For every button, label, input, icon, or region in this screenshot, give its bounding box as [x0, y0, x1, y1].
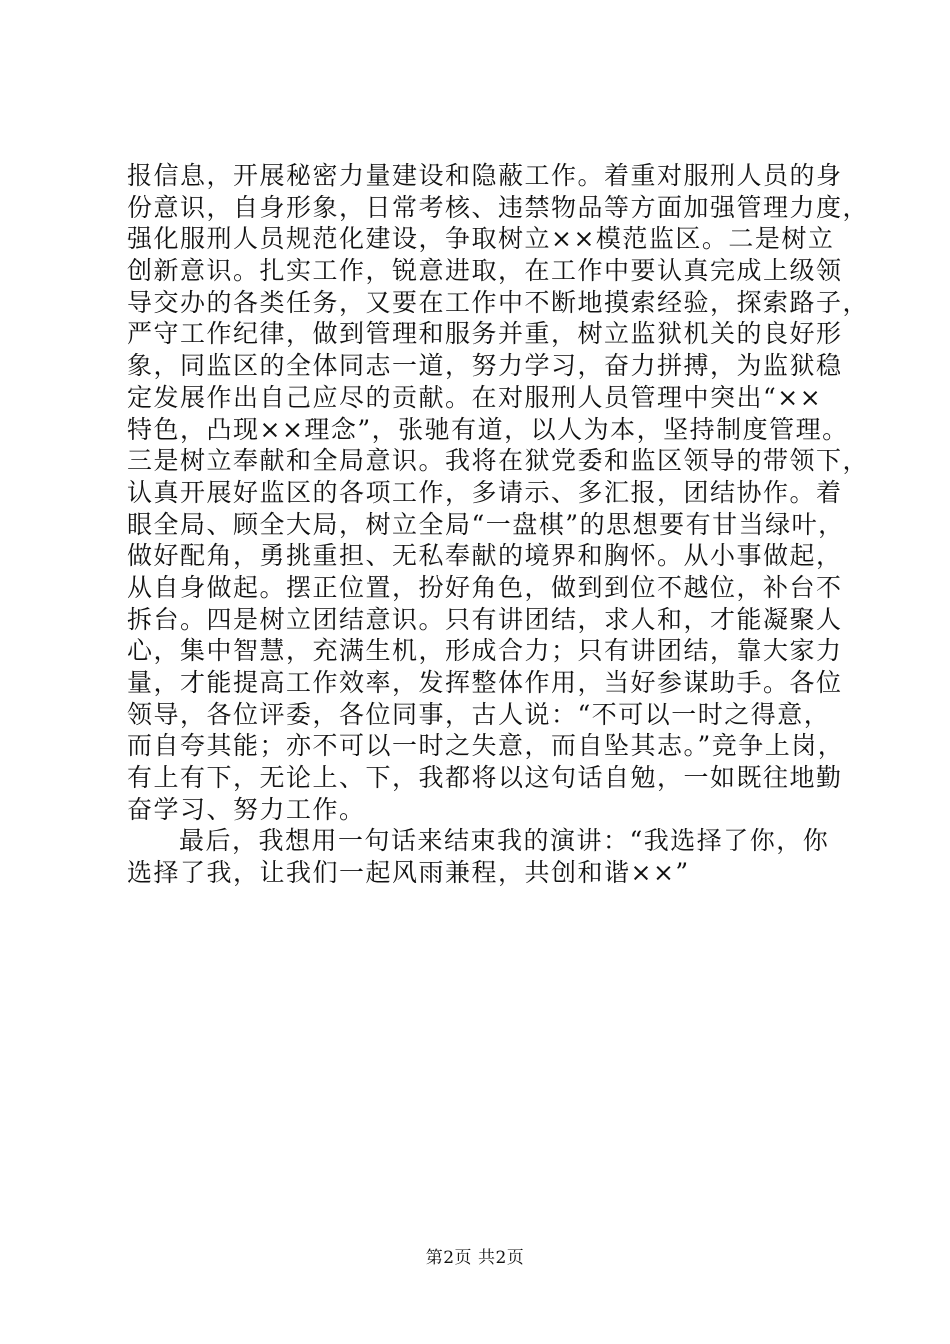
text-line: 有上有下，无论上、下，我都将以这句话自勉，一如既往地勤	[127, 763, 843, 793]
page-footer: 第2页 共2页	[425, 1248, 525, 1268]
text-line: 认真开展好监区的各项工作，多请示、多汇报，团结协作。着	[127, 477, 843, 507]
paragraph-1	[127, 160, 870, 825]
text-line: 量，才能提高工作效率，发挥整体作用，当好参谋助手。各位	[127, 668, 843, 697]
text-line: 三是树立奉献和全局意识。我将在狱党委和监区领导的带领下，	[127, 446, 870, 476]
text-line: 心，集中智慧，充满生机，形成合力；只有讲团结，靠大家力	[127, 636, 843, 666]
text-line: 拆台。四是树立团结意识。只有讲团结，求人和，才能凝聚人	[127, 604, 843, 634]
text-line: 象，同监区的全体同志一道，努力学习，奋力拼搏，为监狱稳	[127, 351, 843, 381]
text-line: 特色，凸现××理念”，张驰有道，以人为本，坚持制度管理。	[127, 414, 849, 444]
paragraph-2	[127, 825, 847, 888]
text-line: 眼全局、顾全大局，树立全局“一盘棋”的思想要有甘当绿叶，	[127, 509, 845, 539]
text-line: 创新意识。扎实工作，锐意进取，在工作中要认真完成上级领	[127, 256, 843, 286]
text-line: 奋学习、努力工作。	[127, 794, 366, 824]
document-body	[127, 160, 870, 889]
text-line: 领导，各位评委，各位同事，古人说：“不可以一时之得意，	[127, 699, 831, 729]
text-line: 导交办的各类任务，又要在工作中不断地摸索经验，探索路子，	[127, 287, 870, 317]
text-line: 定发展作出自己应尽的贡献。在对服刑人员管理中突出“××	[127, 382, 823, 412]
text-line: 份意识，自身形象，日常考核、违禁物品等方面加强管理力度，	[127, 192, 870, 222]
text-line: 做好配角，勇挑重担、无私奉献的境界和胸怀。从小事做起，	[127, 541, 843, 571]
text-line: 强化服刑人员规范化建设，争取树立××模范监区。二是树立	[127, 224, 835, 254]
text-line: 最后，我想用一句话来结束我的演讲：“我选择了你，你	[179, 826, 830, 856]
text-line: 从自身做起。摆正位置，扮好角色，做到到位不越位，补台不	[127, 572, 843, 602]
text-line: 而自夸其能；亦不可以一时之失意，而自坠其志。”竞争上岗，	[127, 731, 845, 761]
text-line: 报信息，开展秘密力量建设和隐蔽工作。着重对服刑人员的身	[127, 161, 843, 190]
text-line: 选择了我，让我们一起风雨兼程，共创和谐××”	[127, 858, 690, 888]
text-line: 严守工作纪律，做到管理和服务并重，树立监狱机关的良好形	[127, 319, 843, 349]
